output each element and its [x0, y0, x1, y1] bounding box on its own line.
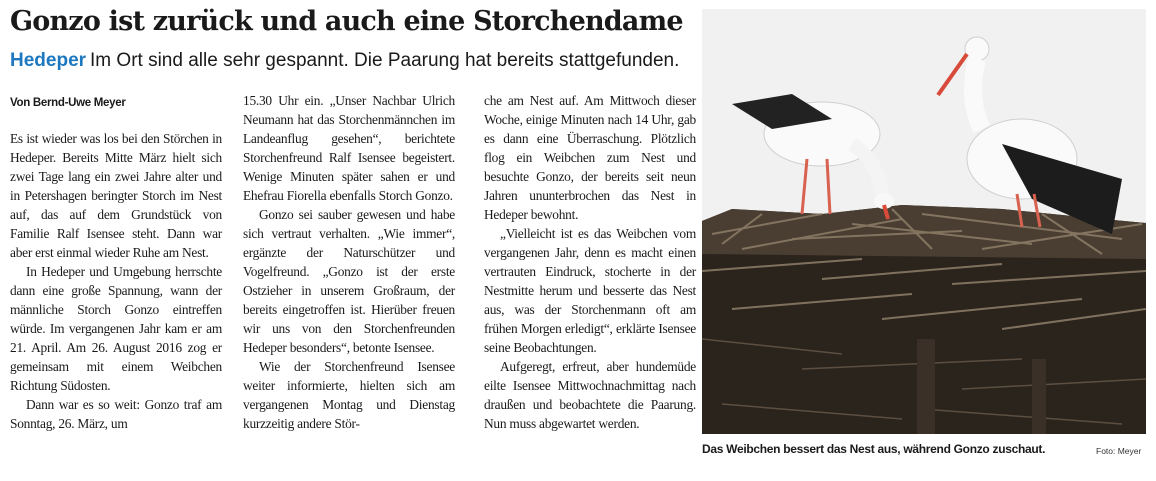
subline-text: Im Ort sind alle sehr gespannt. Die Paarung hat bereits stattgefunden.: [90, 50, 680, 71]
paragraph: In Hedeper und Umgebung herrschte dann eine große Spannung, wann der männliche Storch Gonzo eintreffen würde. Im vergangenen Jahr kam er am 21. April. Am 26. August 2016 zog er gemeinsam mit einem Weibchen Richtung Südosten.: [10, 264, 222, 393]
byline: Von Bernd-Uwe Meyer: [10, 97, 126, 109]
subline: [10, 48, 700, 74]
paragraph: Wie der Storchenfreund Isensee weiter informierte, hielten sich am vergangenen Montag und Dienstag kurzzeitig andere Stör-: [243, 359, 455, 431]
paragraph: Dann war es so weit: Gonzo traf am Sonntag, 26. März, um: [10, 397, 222, 431]
article-column-2: [243, 91, 455, 433]
paragraph: Aufgeregt, erfreut, aber hundemüde eilte Isensee Mittwochnachmittag nach draußen und beobachtete die Paarung. Nun muss abgewartet werden.: [484, 359, 696, 431]
article-column-3: [484, 91, 696, 433]
headline: Gonzo ist zurück und auch eine Storchendame: [10, 6, 683, 37]
subline-place: Hedeper: [10, 50, 87, 71]
photo-caption: Das Weibchen bessert das Nest aus, während Gonzo zuschaut.: [702, 442, 1046, 456]
photo-credit: Foto: Meyer: [1096, 446, 1142, 456]
storks-on-nest-illustration: [702, 9, 1146, 434]
paragraph: Es ist wieder was los bei den Störchen in Hedeper. Bereits Mitte März hielt sich zwei Tage lang ein zwei Jahre alter und in Petershagen beringter Storch im Nest auf, das auf dem Grundstück von Familie Ralf Isensee steht. Dann war aber erst einmal wieder Ruhe am Nest.: [10, 131, 222, 260]
article-column-1: [10, 129, 222, 433]
paragraph: 15.30 Uhr ein. „Unser Nachbar Ulrich Neumann hat das Storchenmännchen im Landeanflug gesehen“, berichtete Storchenfreund Ralf Isensee begeistert. Wenige Minuten später sahen er und Ehefrau Fiorella ebenfalls Storch Gonzo.: [243, 93, 455, 203]
paragraph: „Vielleicht ist es das Weibchen vom vergangenen Jahr, denn es macht einen vertrauten Eindruck, stocherte in der Nestmitte herum und besserte das Nest aus, was der Storchenmann oft am frühen Morgen erledigt“, erklärte Isensee seine Beobachtungen.: [484, 226, 696, 355]
paragraph: che am Nest auf. Am Mittwoch dieser Woche, einige Minuten nach 14 Uhr, gab es dann eine Überraschung. Plötzlich flog ein Weibchen zum Nest und besuchte Gonzo, der bereits seit neun Jahren ununterbrochen das Nest in Hedeper bewohnt.: [484, 93, 696, 222]
paragraph: Gonzo sei sauber gewesen und habe sich vertraut verhalten. „Wie immer“, ergänzte der Naturschützer und Vogelfreund. „Gonzo ist der erste Ostzieher in unserem Großraum, der bereits eingetroffen ist. Hierüber freuen wir uns von den Storchenfreunden Hedeper besonders“, betonte Isensee.: [243, 207, 455, 355]
storks-photo: [702, 9, 1146, 434]
